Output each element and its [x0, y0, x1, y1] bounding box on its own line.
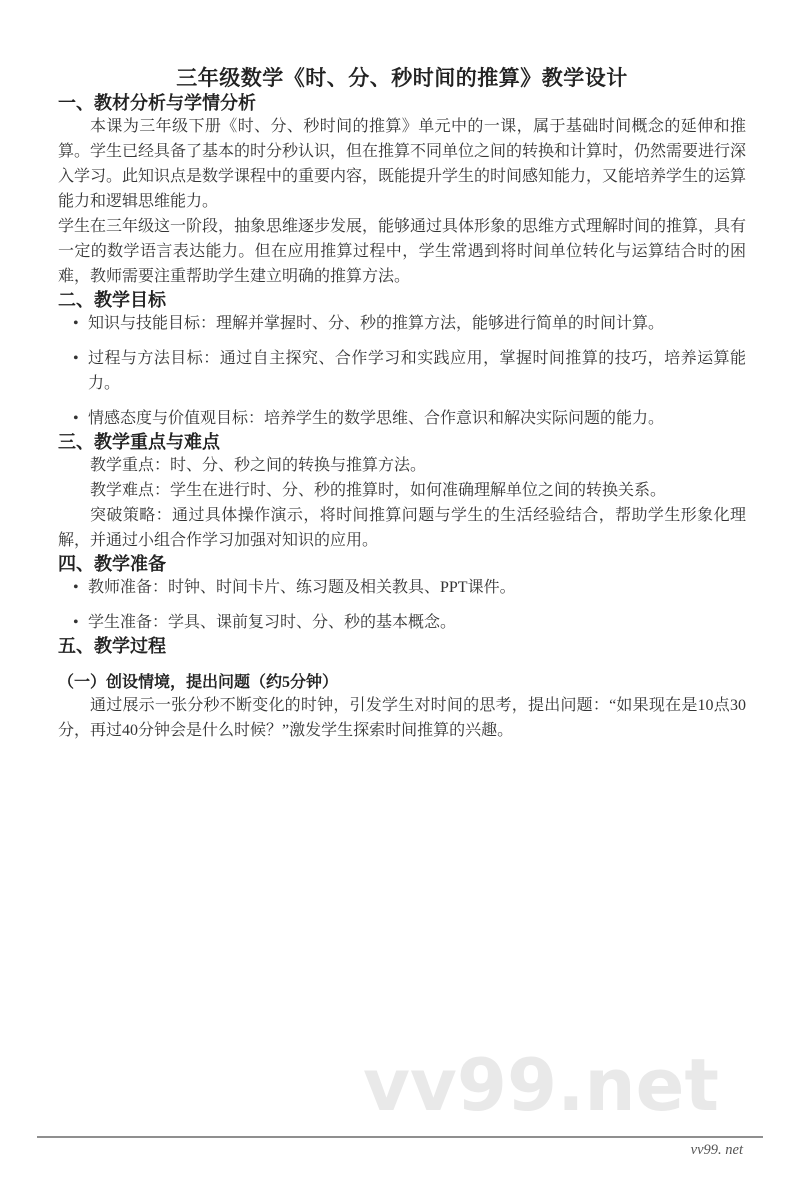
section-teaching-process	[58, 635, 746, 743]
body-paragraph: 本课为三年级下册《时、分、秒时间的推算》单元中的一课，属于基础时间概念的延伸和推算。学生已经具备了基本的时分秒认识，但在推算不同单位之间的转换和计算时，仍然需要进行深入学习。此知识点是数学课程中的重要内容，既能提升学生的时间感知能力，又能培养学生的运算能力和逻辑思维能力。	[58, 118, 747, 210]
section-key-points	[58, 431, 746, 553]
preparation-bullet-list	[58, 575, 746, 635]
section-5-heading: 五、教学过程	[58, 636, 166, 656]
section-2-heading: 二、教学目标	[58, 290, 166, 310]
document-title: 三年级数学《时、分、秒时间的推算》教学设计	[176, 66, 628, 90]
bullet-item: • 过程与方法目标：通过自主探究、合作学习和实践应用，掌握时间推算的技巧，培养运算能力。	[58, 346, 746, 396]
bullet-item: • 教师准备：时钟、时间卡片、练习题及相关教具、PPT课件。	[58, 575, 746, 600]
section-3-heading: 三、教学重点与难点	[58, 432, 220, 452]
bullet-item: • 学生准备：学具、课前复习时、分、秒的基本概念。	[58, 610, 746, 635]
body-paragraph: 教学重点：时、分、秒之间的转换与推算方法。	[90, 457, 427, 474]
body-paragraph: 突破策略：通过具体操作演示，将时间推算问题与学生的生活经验结合，帮助学生形象化理解，并通过小组合作学习加强对知识的应用。	[58, 507, 746, 549]
bullet-item: • 情感态度与价值观目标：培养学生的数学思维、合作意识和解决实际问题的能力。	[58, 406, 746, 431]
goals-bullet-list	[58, 311, 746, 431]
section-4-heading: 四、教学准备	[58, 554, 166, 574]
section-teaching-preparation	[58, 553, 746, 635]
document-page	[0, 64, 800, 743]
section-material-analysis	[58, 92, 746, 289]
watermark-text: vv99.net	[363, 1043, 719, 1127]
body-paragraph: 教学难点：学生在进行时、分、秒的推算时，如何准确理解单位之间的转换关系。	[90, 482, 667, 499]
footer-site-text: vv99. net	[690, 1142, 743, 1158]
bullet-item: • 知识与技能目标：理解并掌握时、分、秒的推算方法，能够进行简单的时间计算。	[58, 311, 746, 336]
footer-divider	[37, 1136, 763, 1138]
process-step-subheading: （一）创设情境，提出问题（约5分钟）	[58, 674, 339, 691]
section-teaching-goals	[58, 289, 746, 431]
section-1-heading: 一、教材分析与学情分析	[58, 93, 256, 113]
body-paragraph: 学生在三年级这一阶段，抽象思维逐步发展，能够通过具体形象的思维方式理解时间的推算，具有一定的数学语言表达能力。但在应用推算过程中，学生常遇到将时间单位转化与运算结合时的困难，教师需要注重帮助学生建立明确的推算方法。	[58, 218, 747, 285]
body-paragraph: 通过展示一张分秒不断变化的时钟，引发学生对时间的思考，提出问题：“如果现在是10点30分，再过40分钟会是什么时候？”激发学生探索时间推算的兴趣。	[58, 697, 746, 739]
